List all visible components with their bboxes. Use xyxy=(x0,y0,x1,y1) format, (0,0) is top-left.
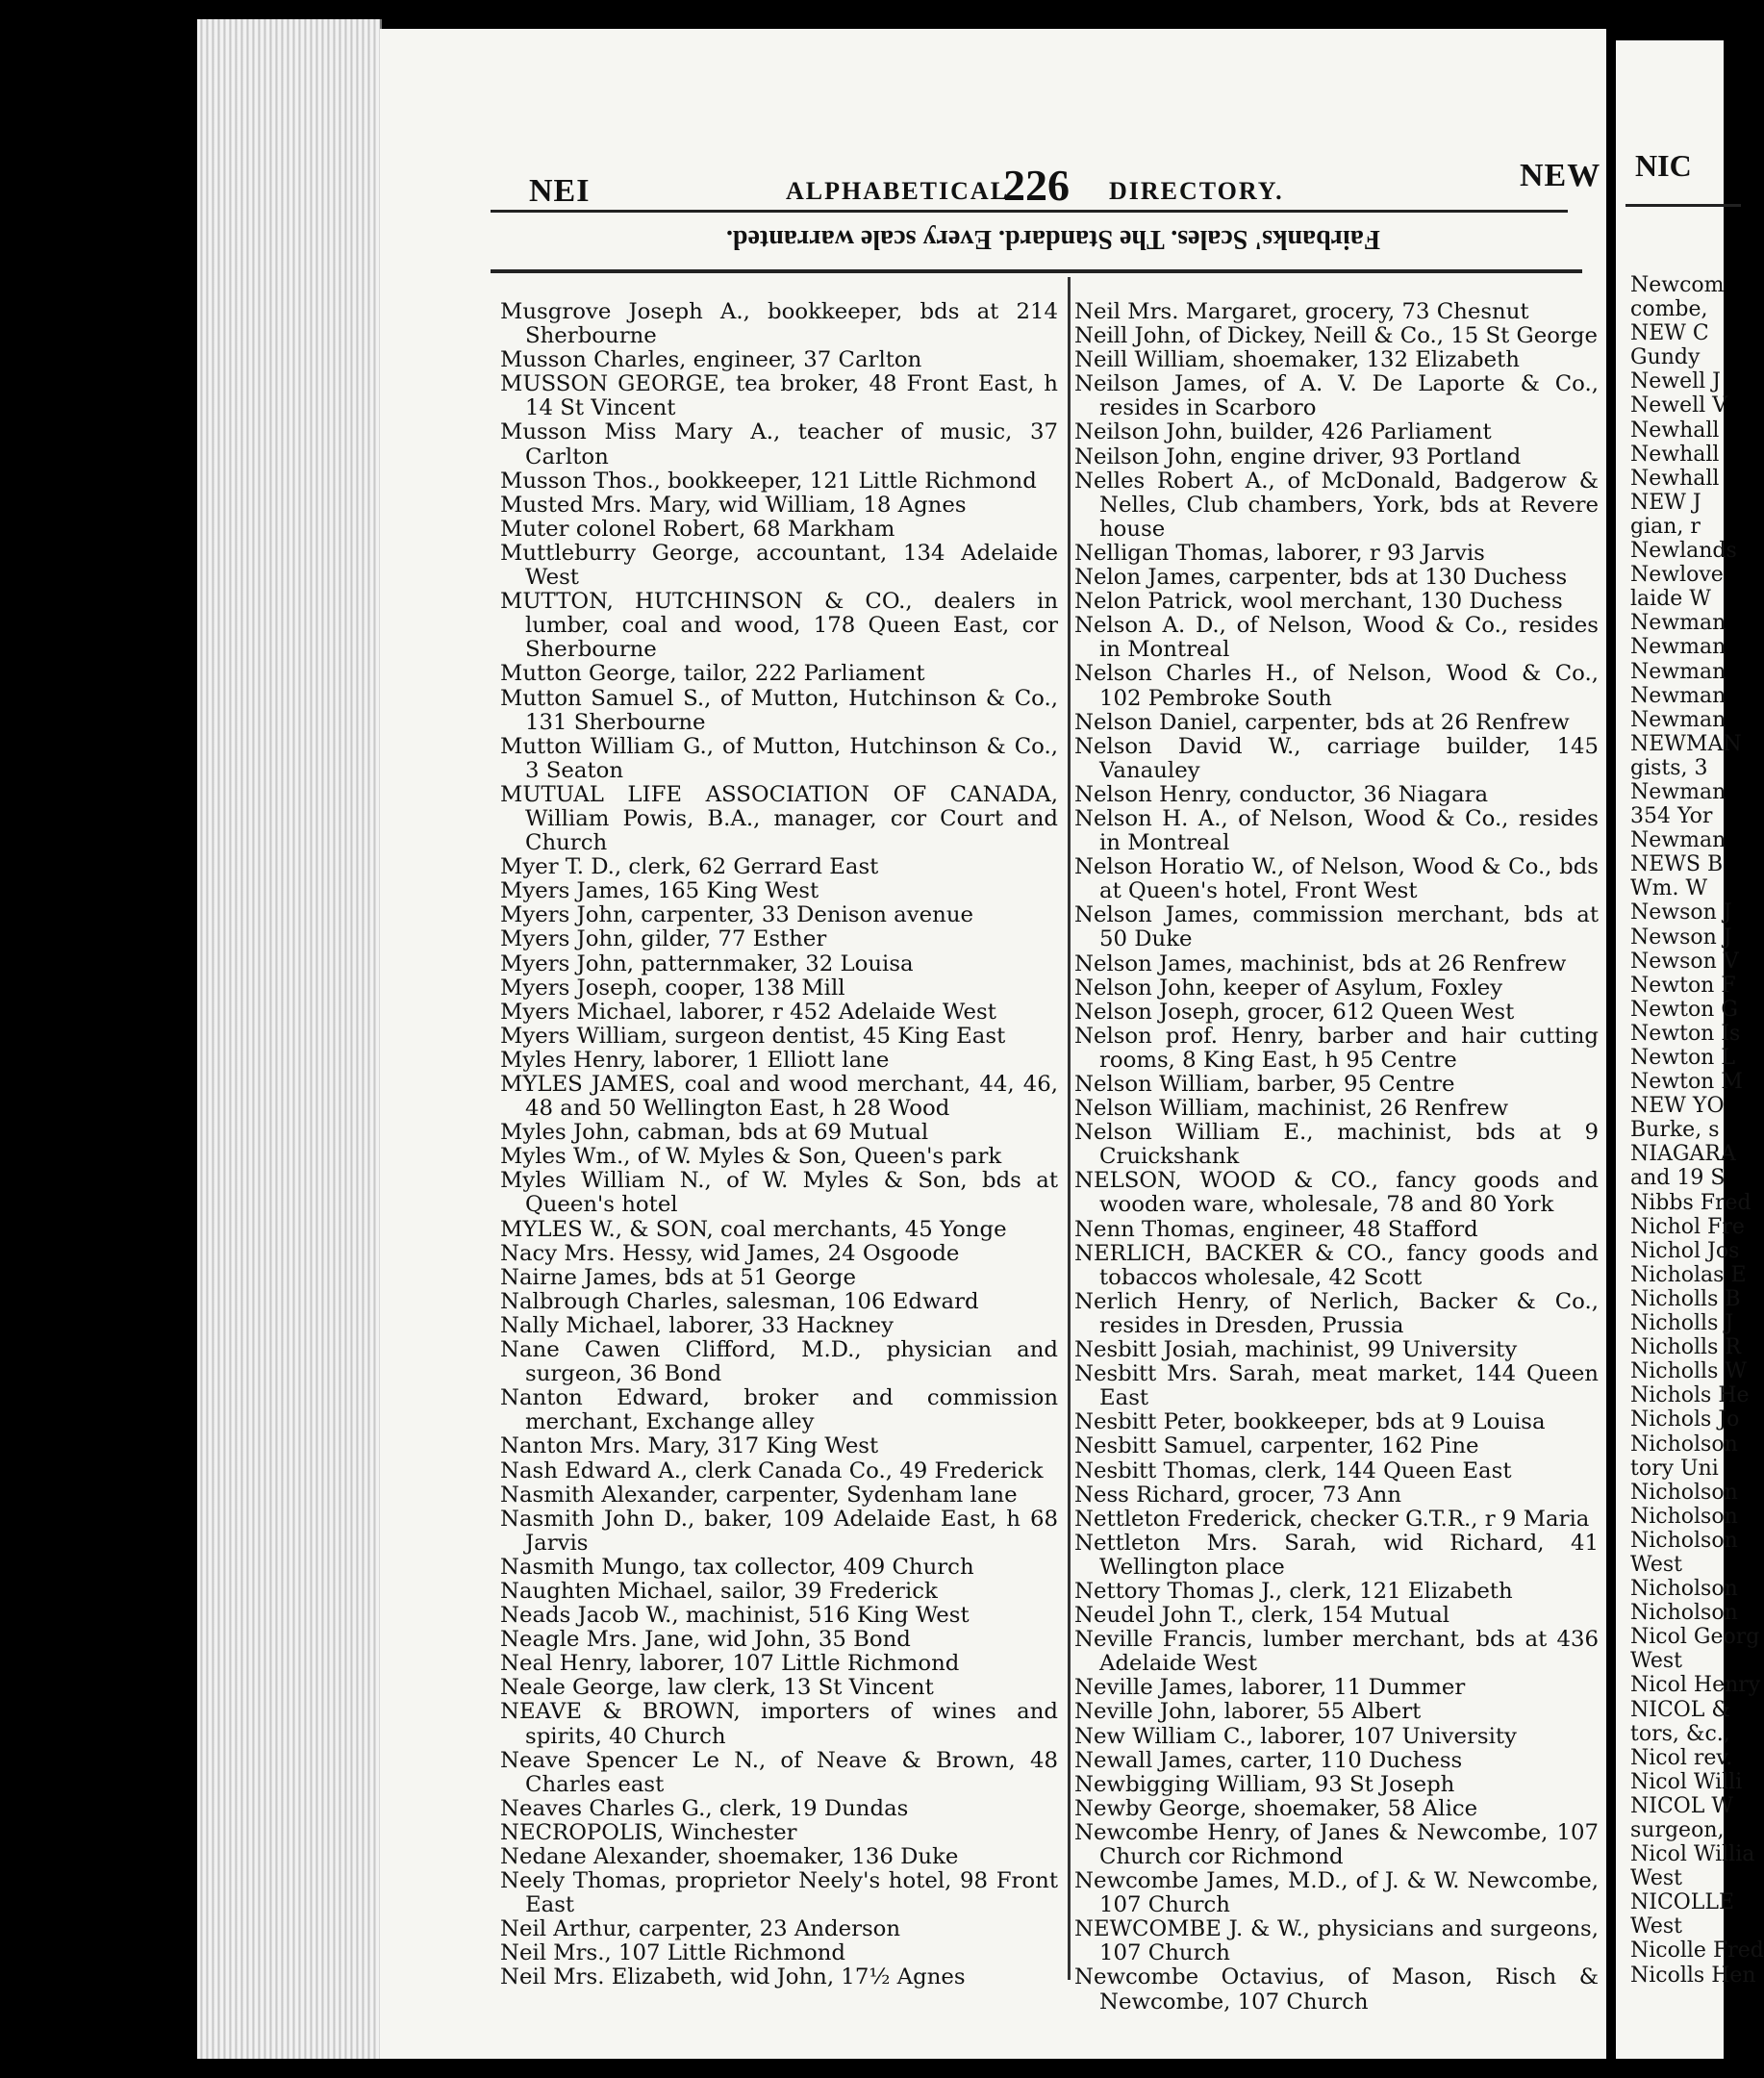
directory-entry: Myles John, cabman, bds at 69 Mutual xyxy=(500,1120,929,1146)
directory-entry: Myers Michael, laborer, r 452 Adelaide West xyxy=(500,999,996,1025)
facing-page-line: Nicolle Fred xyxy=(1630,1939,1764,1964)
facing-page-fragment xyxy=(1616,40,1764,2059)
directory-entry: Nelson H. A., of Nelson, Wood & Co., resides in Montreal xyxy=(1074,805,1599,856)
directory-entry: Nettleton Mrs. Sarah, wid Richard, 41 Wellington place xyxy=(1074,1530,1599,1580)
directory-entry: Nelligan Thomas, laborer, r 93 Jarvis xyxy=(1074,540,1485,566)
facing-page-line: Nicholas E xyxy=(1630,1262,1747,1287)
facing-page-line: Nicholson xyxy=(1630,1528,1738,1553)
facing-page-line: Nichol Jos xyxy=(1630,1238,1740,1263)
facing-page-line: Wm. W xyxy=(1630,876,1708,901)
facing-page-line: NEW J xyxy=(1630,490,1701,515)
directory-entry: Neill William, shoemaker, 132 Elizabeth xyxy=(1074,347,1520,373)
directory-entry: Nenn Thomas, engineer, 48 Stafford xyxy=(1074,1216,1478,1242)
directory-entry: Neale George, law clerk, 13 St Vincent xyxy=(500,1675,934,1701)
directory-entry: Musgrove Joseph A., bookkeeper, bds at 214 Sherbourne xyxy=(500,299,1058,349)
directory-entry: Nanton Edward, broker and commission merchant, Exchange alley xyxy=(500,1385,1058,1435)
directory-entry: Myers William, surgeon dentist, 45 King East xyxy=(500,1023,1006,1049)
directory-entry: Myers Joseph, cooper, 138 Mill xyxy=(500,975,845,1001)
directory-entry: Nelson prof. Henry, barber and hair cutting rooms, 8 King East, h 95 Centre xyxy=(1074,1023,1599,1073)
directory-entry: Nelon James, carpenter, bds at 130 Duchess xyxy=(1074,565,1568,591)
directory-entry: Neill John, of Dickey, Neill & Co., 15 St George xyxy=(1074,323,1598,349)
facing-page-line: surgeon, xyxy=(1630,1818,1725,1842)
facing-page-line: Nicol Georg xyxy=(1630,1625,1760,1650)
directory-entry: Newbigging William, 93 St Joseph xyxy=(1074,1771,1455,1797)
facing-page-line: Newman xyxy=(1630,779,1726,804)
directory-entry: Newall James, carter, 110 Duchess xyxy=(1074,1747,1463,1773)
directory-entry: Muter colonel Robert, 68 Markham xyxy=(500,516,895,542)
facing-page-line: West xyxy=(1630,1552,1682,1577)
directory-entry: Muttleburry George, accountant, 134 Adelaide West xyxy=(500,540,1058,591)
facing-page-column xyxy=(1630,273,1764,1988)
facing-page-line: NEW YO xyxy=(1630,1094,1725,1119)
directory-entry: Nelson Charles H., of Nelson, Wood & Co., 102 Pembroke South xyxy=(1074,661,1599,711)
directory-entry: Nasmith Mungo, tax collector, 409 Church xyxy=(500,1554,974,1580)
facing-page-line: Newcom xyxy=(1630,273,1725,297)
facing-page-line: NEWMAN xyxy=(1630,731,1742,756)
directory-entry: Newcombe Octavius, of Mason, Risch & Newcombe, 107 Church xyxy=(1074,1964,1599,2015)
directory-entry: Nanton Mrs. Mary, 317 King West xyxy=(500,1433,879,1459)
header-right-word: NEW xyxy=(1520,158,1601,193)
directory-entry: Nelson William E., machinist, bds at 9 Cruickshank xyxy=(1074,1120,1599,1170)
facing-page-line: Nicholson xyxy=(1630,1504,1738,1529)
directory-entry: Nettleton Frederick, checker G.T.R., r 9 Maria xyxy=(1074,1506,1590,1532)
facing-page-line: Newman xyxy=(1630,707,1726,732)
header-directory: DIRECTORY. xyxy=(1109,177,1284,205)
facing-page-line: tors, &c., xyxy=(1630,1721,1730,1746)
directory-entry: NEAVE & BROWN, importers of wines and spirits, 40 Church xyxy=(500,1699,1058,1749)
directory-entry: Neville James, laborer, 11 Dummer xyxy=(1074,1675,1466,1701)
directory-entry: Nally Michael, laborer, 33 Hackney xyxy=(500,1312,895,1338)
facing-page-line: and 19 S xyxy=(1630,1166,1726,1191)
facing-page-line: NICOLLE xyxy=(1630,1890,1735,1915)
facing-page-line: Nicholson xyxy=(1630,1577,1738,1602)
directory-entry: Nelson Daniel, carpenter, bds at 26 Renfrew xyxy=(1074,709,1570,735)
directory-entry: Neely Thomas, proprietor Neely's hotel, 98 Front East xyxy=(500,1868,1058,1918)
facing-page-line: NICOL W xyxy=(1630,1793,1734,1818)
directory-entry: Neads Jacob W., machinist, 516 King West xyxy=(500,1603,970,1629)
directory-entry: Neal Henry, laborer, 107 Little Richmond xyxy=(500,1651,960,1677)
header-alphabetical: ALPHABETICAL xyxy=(786,177,1010,205)
directory-entry: New William C., laborer, 107 University xyxy=(1074,1723,1517,1749)
directory-entry: MUSSON GEORGE, tea broker, 48 Front East, h 14 St Vincent xyxy=(500,371,1058,421)
directory-page xyxy=(380,29,1606,2059)
facing-page-line: Newman xyxy=(1630,635,1726,660)
facing-page-line: Nibbs Fred xyxy=(1630,1190,1751,1215)
directory-entry: Nelson James, machinist, bds at 26 Renfrew xyxy=(1074,950,1567,976)
facing-page-line: Newson V xyxy=(1630,949,1739,974)
directory-entry: Neilson John, engine driver, 93 Portland xyxy=(1074,443,1522,469)
facing-page-line: Burke, s xyxy=(1630,1118,1720,1143)
facing-page-line: Nicol Willi xyxy=(1630,1769,1743,1794)
directory-entry: Nedane Alexander, shoemaker, 136 Duke xyxy=(500,1844,959,1869)
facing-page-line: Nicholson xyxy=(1630,1601,1738,1626)
directory-entry: Nelson John, keeper of Asylum, Foxley xyxy=(1074,975,1503,1001)
facing-page-line: Newton Is xyxy=(1630,1021,1741,1046)
directory-entry: Nane Cawen Clifford, M.D., physician and surgeon, 36 Bond xyxy=(500,1337,1058,1387)
directory-entry: Newby George, shoemaker, 58 Alice xyxy=(1074,1795,1478,1821)
facing-page-line: laide W xyxy=(1630,587,1711,612)
directory-entry: Nettory Thomas J., clerk, 121 Elizabeth xyxy=(1074,1578,1513,1604)
directory-entry: Nacy Mrs. Hessy, wid James, 24 Osgoode xyxy=(500,1240,960,1266)
directory-entry: Myles Henry, laborer, 1 Elliott lane xyxy=(500,1047,890,1073)
facing-page-line: tory Uni xyxy=(1630,1456,1719,1481)
facing-page-line: Newlove xyxy=(1630,563,1724,588)
directory-entry: Myers John, patternmaker, 32 Louisa xyxy=(500,950,914,976)
directory-entry: Neville John, laborer, 55 Albert xyxy=(1074,1699,1422,1725)
directory-entry: Nelson William, barber, 95 Centre xyxy=(1074,1072,1455,1097)
facing-page-line: Nicholson xyxy=(1630,1432,1738,1457)
facing-page-line: West xyxy=(1630,1866,1682,1891)
page-header xyxy=(380,142,1606,210)
page-number: 226 xyxy=(1003,161,1070,210)
directory-entry: Nelson Henry, conductor, 36 Niagara xyxy=(1074,781,1489,807)
facing-page-line: gian, r xyxy=(1630,514,1701,539)
directory-entry: Neudel John T., clerk, 154 Mutual xyxy=(1074,1603,1450,1629)
directory-entry: Mutton Samuel S., of Mutton, Hutchinson & Co., 131 Sherbourne xyxy=(500,685,1058,735)
facing-page-line: Newlands xyxy=(1630,539,1737,564)
book-page-edges xyxy=(197,19,382,2059)
directory-entry: Musted Mrs. Mary, wid William, 18 Agnes xyxy=(500,492,967,518)
facing-page-line: Newton M xyxy=(1630,1070,1743,1095)
directory-entry: Musson Thos., bookkeeper, 121 Little Richmond xyxy=(500,468,1037,494)
inverted-advertisement: Fairbanks' Scales. The Standard. Every scale warranted. xyxy=(725,224,1381,254)
directory-entry: Nerlich Henry, of Nerlich, Backer & Co., resides in Dresden, Prussia xyxy=(1074,1288,1599,1338)
directory-entry: Musson Miss Mary A., teacher of music, 37 Carlton xyxy=(500,419,1058,469)
directory-entry: Newcombe James, M.D., of J. & W. Newcombe, 107 Church xyxy=(1074,1868,1599,1918)
directory-entry: Mutton George, tailor, 222 Parliament xyxy=(500,661,925,687)
facing-page-line: Nicholson xyxy=(1630,1480,1738,1505)
directory-entry: Nesbitt Josiah, machinist, 99 University xyxy=(1074,1337,1518,1363)
directory-entry: NECROPOLIS, Winchester xyxy=(500,1819,797,1845)
facing-page-rule xyxy=(1625,204,1741,207)
facing-page-line: Gundy xyxy=(1630,345,1701,370)
facing-page-line: Nicholls R xyxy=(1630,1335,1741,1360)
directory-entry: Neil Mrs. Margaret, grocery, 73 Chesnut xyxy=(1074,299,1529,324)
directory-entry: NELSON, WOOD & CO., fancy goods and wooden ware, wholesale, 78 and 80 York xyxy=(1074,1168,1599,1218)
directory-entry: Nesbitt Thomas, clerk, 144 Queen East xyxy=(1074,1457,1512,1483)
facing-page-line: gists, 3 xyxy=(1630,755,1708,780)
right-column xyxy=(1074,300,1599,2015)
directory-entry: Neville Francis, lumber merchant, bds at 436 Adelaide West xyxy=(1074,1627,1599,1677)
facing-page-line: Newhall xyxy=(1630,466,1720,491)
directory-entry: Myer T. D., clerk, 62 Gerrard East xyxy=(500,854,879,880)
left-column xyxy=(500,300,1058,1990)
facing-page-line: Nichols He xyxy=(1630,1383,1750,1408)
directory-entry: Myers John, carpenter, 33 Denison avenue xyxy=(500,902,974,928)
directory-entry: Neagle Mrs. Jane, wid John, 35 Bond xyxy=(500,1627,911,1653)
facing-page-line: Newman xyxy=(1630,659,1726,684)
header-left-word: NEI xyxy=(529,173,591,209)
facing-page-line: NEWS B xyxy=(1630,852,1724,877)
column-divider xyxy=(1068,277,1071,1980)
directory-entry: Nelson William, machinist, 26 Renfrew xyxy=(1074,1096,1509,1122)
directory-entry: Myers John, gilder, 77 Esther xyxy=(500,926,827,952)
facing-page-line: West xyxy=(1630,1914,1682,1939)
facing-page-line: Nichol Fre xyxy=(1630,1214,1745,1239)
directory-entry: Nesbitt Samuel, carpenter, 162 Pine xyxy=(1074,1433,1479,1459)
facing-page-line: West xyxy=(1630,1649,1682,1674)
facing-page-line: NEW C xyxy=(1630,321,1709,346)
directory-entry: Neave Spencer Le N., of Neave & Brown, 48 Charles east xyxy=(500,1747,1058,1797)
directory-entry: Nash Edward A., clerk Canada Co., 49 Frederick xyxy=(500,1457,1044,1483)
directory-entry: Mutton William G., of Mutton, Hutchinson & Co., 3 Seaton xyxy=(500,733,1058,783)
directory-entry: Neilson James, of A. V. De Laporte & Co., resides in Scarboro xyxy=(1074,371,1599,421)
facing-page-line: Newman xyxy=(1630,828,1726,853)
facing-page-line: Newson J xyxy=(1630,900,1732,925)
directory-entry: MYLES W., & SON, coal merchants, 45 Yonge xyxy=(500,1216,1007,1242)
directory-entry: Newcombe Henry, of Janes & Newcombe, 107 Church cor Richmond xyxy=(1074,1819,1599,1869)
facing-page-line: Newhall xyxy=(1630,418,1720,443)
directory-entry: NEWCOMBE J. & W., physicians and surgeons, 107 Church xyxy=(1074,1916,1599,1966)
facing-page-line: Newell V xyxy=(1630,393,1728,418)
directory-entry: NERLICH, BACKER & CO., fancy goods and tobaccos wholesale, 42 Scott xyxy=(1074,1240,1599,1290)
directory-entry: Neil Mrs., 107 Little Richmond xyxy=(500,1940,846,1966)
facing-page-line: Newell J xyxy=(1630,369,1722,394)
facing-page-line: Newton L xyxy=(1630,1046,1735,1070)
facing-page-header: NIC xyxy=(1635,148,1692,183)
facing-page-line: Newton F xyxy=(1630,973,1736,998)
facing-page-line: NIAGARA xyxy=(1630,1142,1736,1167)
directory-entry: Musson Charles, engineer, 37 Carlton xyxy=(500,347,922,373)
directory-entry: Nesbitt Peter, bookkeeper, bds at 9 Louisa xyxy=(1074,1409,1546,1435)
directory-entry: Nesbitt Mrs. Sarah, meat market, 144 Queen East xyxy=(1074,1361,1599,1411)
directory-entry: Nelles Robert A., of McDonald, Badgerow & Nelles, Club chambers, York, bds at Revere house xyxy=(1074,468,1599,542)
directory-entry: Nasmith John D., baker, 109 Adelaide East, h 68 Jarvis xyxy=(500,1506,1058,1556)
facing-page-line: Newton G xyxy=(1630,997,1738,1022)
directory-entry: Nelson Horatio W., of Nelson, Wood & Co., bds at Queen's hotel, Front West xyxy=(1074,854,1599,904)
facing-page-line: NICOL & xyxy=(1630,1697,1730,1722)
facing-page-line: Newhall xyxy=(1630,442,1720,467)
directory-entry: Nelon Patrick, wool merchant, 130 Duchess xyxy=(1074,589,1563,615)
facing-page-line: Nicol Henry xyxy=(1630,1673,1761,1698)
facing-page-line: Nichols Jo xyxy=(1630,1407,1740,1432)
directory-entry: Nelson David W., carriage builder, 145 Vanauley xyxy=(1074,733,1599,783)
header-rule xyxy=(491,210,1568,213)
directory-entry: Nairne James, bds at 51 George xyxy=(500,1264,856,1290)
directory-entry: Neilson John, builder, 426 Parliament xyxy=(1074,419,1492,445)
facing-page-line: Nicholls W xyxy=(1630,1359,1747,1384)
directory-entry: Myles William N., of W. Myles & Son, bds at Queen's hotel xyxy=(500,1168,1058,1218)
facing-page-line: Nicolls Hen xyxy=(1630,1963,1756,1988)
directory-entry: Nelson James, commission merchant, bds at 50 Duke xyxy=(1074,902,1599,952)
directory-entry: Myles Wm., of W. Myles & Son, Queen's park xyxy=(500,1144,1002,1170)
directory-entry: Neaves Charles G., clerk, 19 Dundas xyxy=(500,1795,909,1821)
advertisement-rule xyxy=(491,269,1582,273)
directory-entry: MUTTON, HUTCHINSON & CO., dealers in lumber, coal and wood, 178 Queen East, cor Sherbourne xyxy=(500,589,1058,663)
directory-entry: Nelson A. D., of Nelson, Wood & Co., resides in Montreal xyxy=(1074,613,1599,663)
directory-entry: Nelson Joseph, grocer, 612 Queen West xyxy=(1074,999,1515,1025)
directory-entry: Neil Mrs. Elizabeth, wid John, 17½ Agnes xyxy=(500,1964,966,1990)
directory-entry: Neil Arthur, carpenter, 23 Anderson xyxy=(500,1916,901,1942)
facing-page-line: Nicholls J xyxy=(1630,1311,1734,1336)
facing-page-line: Newman xyxy=(1630,611,1726,636)
facing-page-line: combe, xyxy=(1630,297,1708,322)
facing-page-line: Nicol Willia xyxy=(1630,1842,1755,1867)
facing-page-line: Nicol rev. xyxy=(1630,1745,1733,1770)
facing-page-line: 354 Yor xyxy=(1630,804,1713,829)
directory-entry: Naughten Michael, sailor, 39 Frederick xyxy=(500,1578,938,1604)
directory-entry: MYLES JAMES, coal and wood merchant, 44, 46, 48 and 50 Wellington East, h 28 Wood xyxy=(500,1072,1058,1122)
directory-entry: MUTUAL LIFE ASSOCIATION OF CANADA, William Powis, B.A., manager, cor Court and Church xyxy=(500,781,1058,856)
directory-entry: Nalbrough Charles, salesman, 106 Edward xyxy=(500,1288,979,1314)
directory-entry: Nasmith Alexander, carpenter, Sydenham lane xyxy=(500,1482,1018,1508)
facing-page-line: Newson J xyxy=(1630,925,1732,950)
facing-page-line: Nicholls B xyxy=(1630,1286,1741,1311)
directory-entry: Myers James, 165 King West xyxy=(500,878,819,904)
directory-entry: Ness Richard, grocer, 73 Ann xyxy=(1074,1482,1402,1508)
facing-page-line: Newman xyxy=(1630,683,1726,708)
